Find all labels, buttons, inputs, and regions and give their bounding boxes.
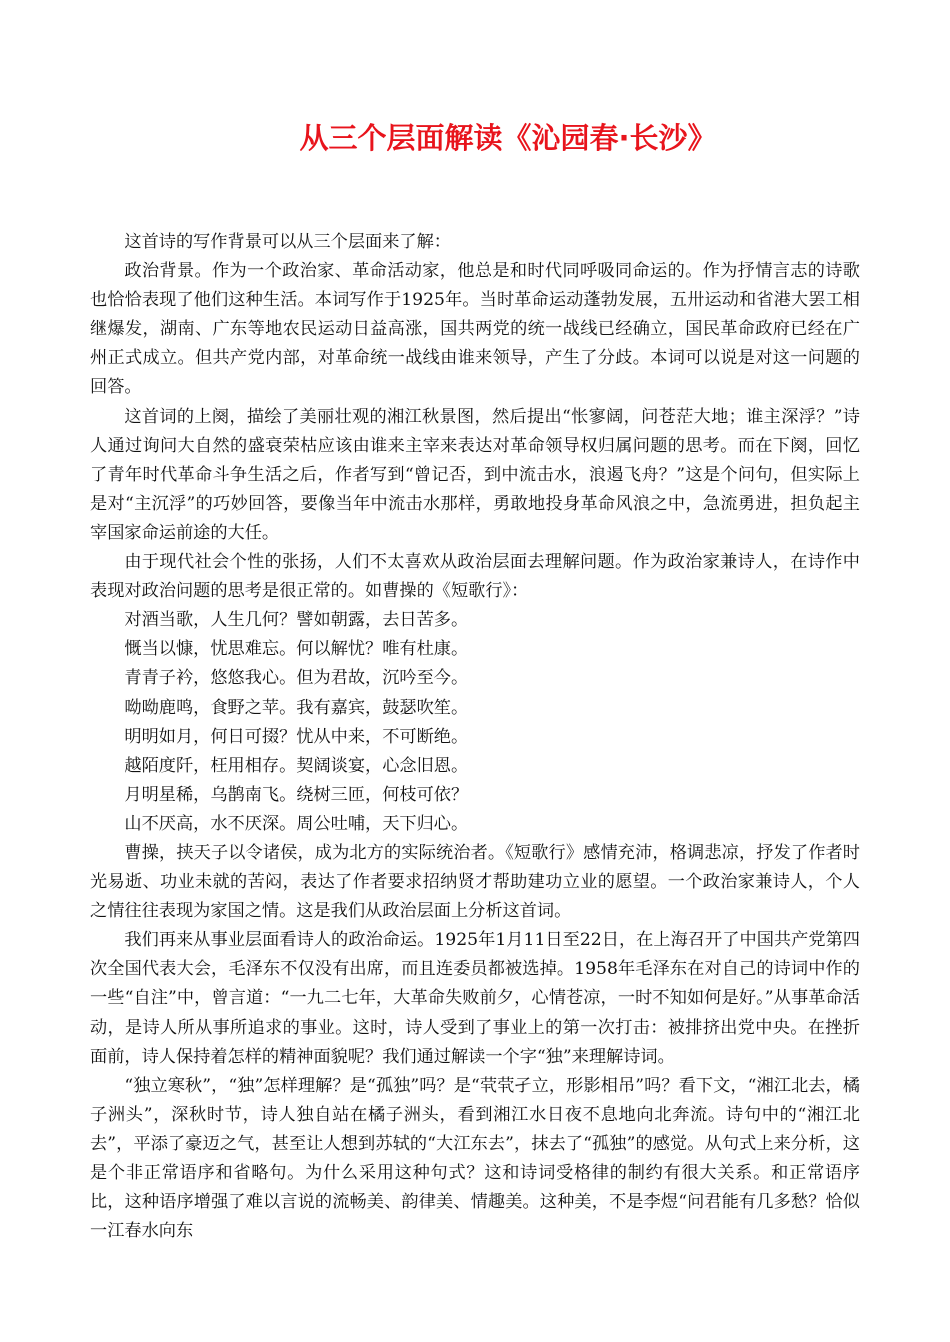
document-title: 从三个层面解读《沁园春·长沙》 bbox=[299, 121, 717, 155]
document-body bbox=[90, 228, 860, 1246]
paragraph-caocao: 曹操，挟天子以令诸侯，成为北方的实际统治者。《短歌行》感情充沛，格调悲凉，抒发了作者时光易逝、功业未就的苦闷，表达了作者要求招纳贤才帮助建功立业的愿望。一个政治家兼诗人，个人之情往往表现为家国之情。这是我们从政治层面上分析这首词。 bbox=[90, 842, 860, 922]
paragraph-du-analysis: “独立寒秋”，“独”怎样理解？是“孤独”吗？是“茕茕孑立，形影相吊”吗？看下文，“湘江北去，橘子洲头”，深秋时节，诗人独自站在橘子洲头，看到湘江水日夜不息地向北奔流。诗句中的“湘江北去”，平添了豪迈之气，甚至让人想到苏轼的“大江东去”，抹去了“孤独”的感觉。从句式上来分析，这是个非正常语序和省略句。为什么采用这种句式？这和诗词受格律的制约有很大关系。和正常语序比，这种语序增强了难以言说的流畅美、韵律美、情趣美。这种美，不是李煜“问君能有几多愁？恰似一江春水向东 bbox=[90, 1075, 860, 1242]
poem-line: 月明星稀，乌鹊南飞。绕树三匝，何枝可依？ bbox=[124, 784, 469, 805]
poem-line: 越陌度阡，枉用相存。契阔谈宴，心念旧恩。 bbox=[124, 755, 469, 776]
paragraph-intro: 这首诗的写作背景可以从三个层面来了解： bbox=[124, 232, 451, 252]
poem-line: 呦呦鹿鸣，食野之苹。我有嘉宾，鼓瑟吹笙。 bbox=[124, 697, 469, 718]
poem-line: 山不厌高，水不厌深。周公吐哺，天下归心。 bbox=[124, 813, 469, 834]
poem-line: 明明如月，何日可掇？忧从中来，不可断绝。 bbox=[124, 726, 469, 747]
poem-line: 对酒当歌，人生几何？譬如朝露，去日苦多。 bbox=[124, 610, 469, 631]
paragraph-modern-society: 由于现代社会个性的张扬，人们不太喜欢从政治层面去理解问题。作为政治家兼诗人，在诗作中表现对政治问题的思考是很正常的。如曹操的《短歌行》： bbox=[90, 552, 860, 602]
paragraph-upper-lower-stanza: 这首词的上阕，描绘了美丽壮观的湘江秋景图，然后提出“怅寥阔，问苍茫大地；谁主深浮？”诗人通过询问大自然的盛衰荣枯应该由谁来主宰来表达对革命领导权归属问题的思考。而在下阕，回忆了青年时代革命斗争生活之后，作者写到“曾记否，到中流击水，浪遏飞舟？”这是个问句，但实际上是对“主沉浮”的巧妙回答，要像当年中流击水那样，勇敢地投身革命风浪之中，急流勇进，担负起主宰国家命运前途的大任。 bbox=[90, 406, 860, 543]
paragraph-political-background: 政治背景。作为一个政治家、革命活动家，他总是和时代同呼吸同命运的。作为抒情言志的诗歌也恰恰表现了他们这种生活。本词写作于1925年。当时革命运动蓬勃发展，五卅运动和省港大罢工相继爆发，湖南、广东等地农民运动日益高涨，国共两党的统一战线已经确立，国民革命政府已经在广州正式成立。但共产党内部，对革命统一战线由谁来领导，产生了分歧。本词可以说是对这一问题的回答。 bbox=[90, 261, 860, 398]
poem-duangexing bbox=[90, 606, 860, 839]
paragraph-career-level: 我们再来从事业层面看诗人的政治命运。1925年1月11日至22日，在上海召开了中国共产党第四次全国代表大会，毛泽东不仅没有出席，而且连委员都被选掉。1958年毛泽东在对自己的诗词中作的一些“自注”中，曾言道：“一九二七年，大革命失败前夕，心情苍凉，一时不知如何是好。”从事革命活动，是诗人所从事所追求的事业。这时，诗人受到了事业上的第一次打击：被排挤出党中央。在挫折面前，诗人保持着怎样的精神面貌呢？我们通过解读一个字“独”来理解诗词。 bbox=[90, 930, 860, 1067]
poem-line: 慨当以慷，忧思难忘。何以解忧？唯有杜康。 bbox=[124, 639, 469, 660]
poem-line: 青青子衿，悠悠我心。但为君故，沉吟至今。 bbox=[124, 668, 469, 689]
